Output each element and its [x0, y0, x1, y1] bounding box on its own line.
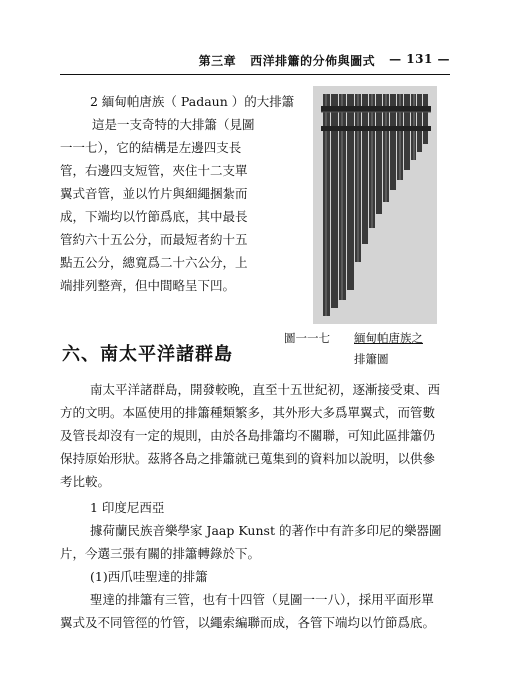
- header-page-number: — 131 —: [389, 52, 450, 66]
- sub-item-2-line: 管約六十五公分，而最短者約十五: [60, 232, 248, 247]
- subheading-indonesia: 1 印度尼西亞: [90, 500, 165, 515]
- figure-caption: [284, 328, 464, 370]
- paragraph-line: 方的文明。本區使用的排簫種類繁多，其外形大多爲單翼式，而管數: [60, 405, 436, 420]
- paragraph-line: 據荷蘭民族音樂學家 Jaap Kunst 的著作中有許多印尼的樂器圖: [90, 523, 442, 538]
- paragraph-line: 聖達的排簫有三管，也有十四管（見圖一一八），採用平面形單: [90, 592, 434, 607]
- sub-item-2-line: 點五公分，總寬爲二十六公分，上: [60, 255, 248, 270]
- section-heading: 六、南太平洋諸群島: [62, 344, 233, 365]
- sub-item-2-line: 管，右邊四支短管，夾住十二支單: [60, 163, 248, 178]
- sub-item-2-line: 翼式音管，並以竹片與細繩捆紮而: [60, 186, 248, 201]
- paragraph-line: 翼式及不同管徑的竹管，以繩索編聯而成，各管下端均以竹節爲底。: [60, 615, 436, 630]
- sub-item-2-line: 一一七），它的結構是左邊四支長: [60, 140, 242, 155]
- running-header: [198, 52, 450, 69]
- paragraph-line: 片，今選三張有關的排簫轉錄於下。: [60, 546, 261, 561]
- sub-item-2-line: 端排列整齊，但中間略呈下凹。: [60, 278, 236, 293]
- figure-title: 緬甸帕唐族之: [354, 331, 423, 345]
- subheading-west-java: (1)西爪哇聖達的排簫: [90, 569, 208, 584]
- sub-item-2-line: 成，下端均以竹節爲底，其中最長: [60, 209, 248, 224]
- header-title: 西洋排簫的分佈與圖式: [250, 54, 376, 68]
- section-paragraph-3: [60, 588, 460, 634]
- figure-subtitle: 排簫圖: [354, 352, 389, 366]
- panpipe-photo: [313, 86, 437, 324]
- section-paragraph-2: [60, 519, 460, 565]
- header-rule: [60, 74, 450, 75]
- paragraph-line: 考比較。: [60, 474, 111, 489]
- sub-item-2-line: 這是一支奇特的大排簫（見圖: [92, 117, 255, 132]
- panpipe-illustration: [313, 86, 437, 324]
- sub-item-2-title: 2 緬甸帕唐族（ Padaun ）的大排簫: [90, 94, 295, 109]
- sub-item-2-text: [60, 90, 295, 297]
- header-chapter: 第三章: [198, 54, 237, 68]
- section-paragraph-1: [60, 378, 460, 493]
- paragraph-line: 及管長却沒有一定的規則，由於各島排簫均不關聯，可知此區排簫仍: [60, 428, 436, 443]
- figure-label: 圖一一七: [284, 331, 330, 345]
- paragraph-line: 南太平洋諸群島，開發較晚，直至十五世紀初，逐漸接受東、西: [90, 382, 441, 397]
- paragraph-line: 保持原始形狀。茲將各島之排簫就已蒐集到的資料加以說明，以供參: [60, 451, 436, 466]
